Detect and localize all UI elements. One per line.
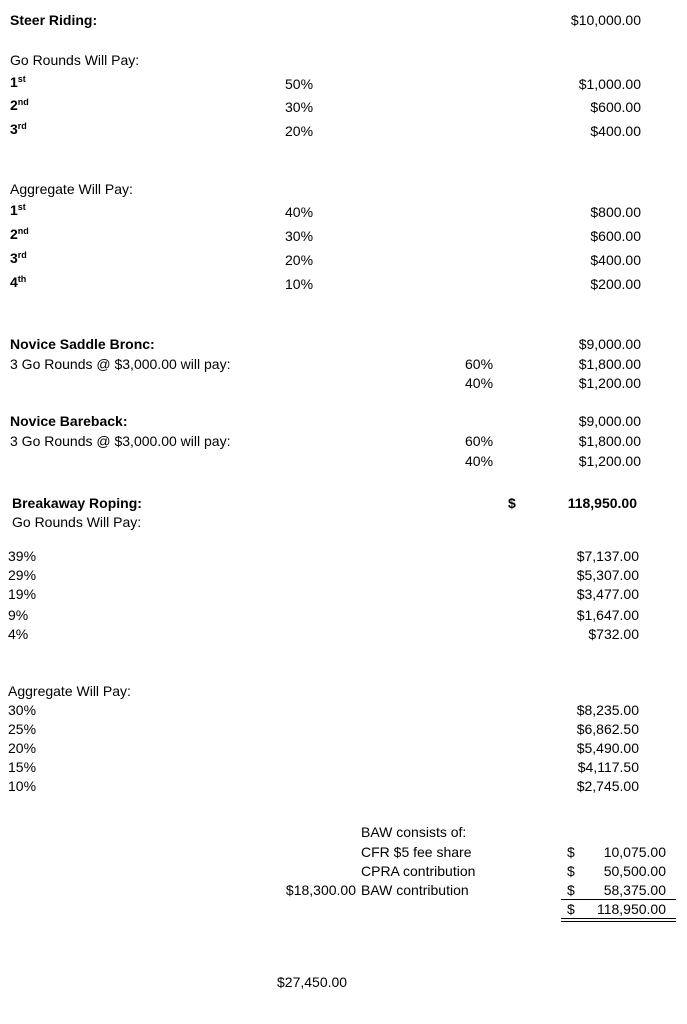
amount: $1,000.00: [578, 76, 641, 92]
percent: 15%: [8, 759, 37, 775]
percent: 40%: [465, 453, 494, 469]
total-double-rule-bottom: [561, 921, 676, 922]
amount: $2,745.00: [576, 778, 639, 794]
percent: 30%: [285, 99, 314, 115]
amount: $600.00: [590, 228, 641, 244]
amount: $200.00: [590, 276, 641, 292]
place-label: 2nd: [10, 97, 29, 113]
percent: 10%: [8, 778, 37, 794]
breakaway-title: Breakaway Roping:: [12, 495, 142, 511]
baw-item-label: CFR $5 fee share: [361, 844, 472, 860]
place-label: 1st: [10, 202, 26, 218]
percent: 20%: [285, 123, 314, 139]
amount: $1,200.00: [578, 375, 641, 391]
amount: $600.00: [590, 99, 641, 115]
percent: 29%: [8, 567, 37, 583]
percent: 4%: [8, 626, 29, 642]
baw-item-label: BAW contribution: [361, 882, 469, 898]
breakaway-dollar: $: [508, 495, 516, 511]
amount: $6,862.50: [576, 721, 639, 737]
percent: 30%: [285, 228, 314, 244]
breakaway-agg-header: Aggregate Will Pay:: [8, 683, 131, 699]
steer-title: Steer Riding:: [10, 12, 98, 28]
baw-item-amount: 10,075.00: [603, 844, 666, 860]
amount: $1,800.00: [578, 433, 641, 449]
baw-item-amount: 50,500.00: [603, 863, 666, 879]
percent: 60%: [465, 433, 494, 449]
amount: $800.00: [590, 204, 641, 220]
bareback-title: Novice Bareback:: [10, 413, 128, 429]
steer-go-header: Go Rounds Will Pay:: [10, 52, 140, 68]
place-label: 2nd: [10, 226, 29, 242]
amount: $8,235.00: [576, 702, 639, 718]
place-label: 3rd: [10, 121, 27, 137]
percent: 50%: [285, 76, 314, 92]
steer-total: $10,000.00: [570, 12, 641, 28]
amount: $5,490.00: [576, 740, 639, 756]
percent: 40%: [465, 375, 494, 391]
footer-amount: $27,450.00: [277, 974, 348, 990]
subtotal-rule: [561, 899, 676, 900]
place-label: 4th: [10, 274, 27, 290]
percent: 10%: [285, 276, 314, 292]
amount: $4,117.50: [577, 759, 639, 775]
percent: 20%: [285, 252, 314, 268]
amount: $3,477.00: [576, 586, 639, 602]
amount: $1,200.00: [578, 453, 641, 469]
percent: 30%: [8, 702, 37, 718]
baw-side-amount: $18,300.00: [285, 882, 356, 898]
amount: $7,137.00: [576, 548, 639, 564]
baw-item-dollar: $: [567, 844, 575, 860]
amount: $400.00: [590, 123, 641, 139]
percent: 60%: [465, 356, 494, 372]
amount: $5,307.00: [576, 567, 639, 583]
amount: $1,800.00: [578, 356, 641, 372]
bareback-total: $9,000.00: [578, 413, 641, 429]
baw-item-label: CPRA contribution: [361, 863, 476, 879]
breakaway-go-header: Go Rounds Will Pay:: [12, 514, 142, 530]
total-double-rule-top: [561, 918, 676, 919]
percent: 25%: [8, 721, 37, 737]
baw-item-amount: 58,375.00: [603, 882, 666, 898]
percent: 9%: [8, 607, 29, 623]
percent: 40%: [285, 204, 314, 220]
saddle-bronc-desc: 3 Go Rounds @ $3,000.00 will pay:: [10, 356, 231, 372]
place-label: 1st: [10, 74, 26, 90]
percent: 19%: [8, 586, 37, 602]
saddle-bronc-title: Novice Saddle Bronc:: [10, 336, 155, 352]
baw-header: BAW consists of:: [361, 824, 467, 840]
amount: $1,647.00: [576, 607, 639, 623]
percent: 39%: [8, 548, 37, 564]
place-label: 3rd: [10, 250, 27, 266]
bareback-desc: 3 Go Rounds @ $3,000.00 will pay:: [10, 433, 231, 449]
steer-agg-header: Aggregate Will Pay:: [10, 181, 133, 197]
amount: $400.00: [590, 252, 641, 268]
baw-total-dollar: $: [567, 901, 575, 917]
baw-item-dollar: $: [567, 863, 575, 879]
percent: 20%: [8, 740, 37, 756]
baw-total: 118,950.00: [596, 901, 666, 917]
baw-item-dollar: $: [567, 882, 575, 898]
saddle-bronc-total: $9,000.00: [578, 336, 641, 352]
breakaway-total: 118,950.00: [567, 495, 637, 511]
amount: $732.00: [588, 626, 639, 642]
